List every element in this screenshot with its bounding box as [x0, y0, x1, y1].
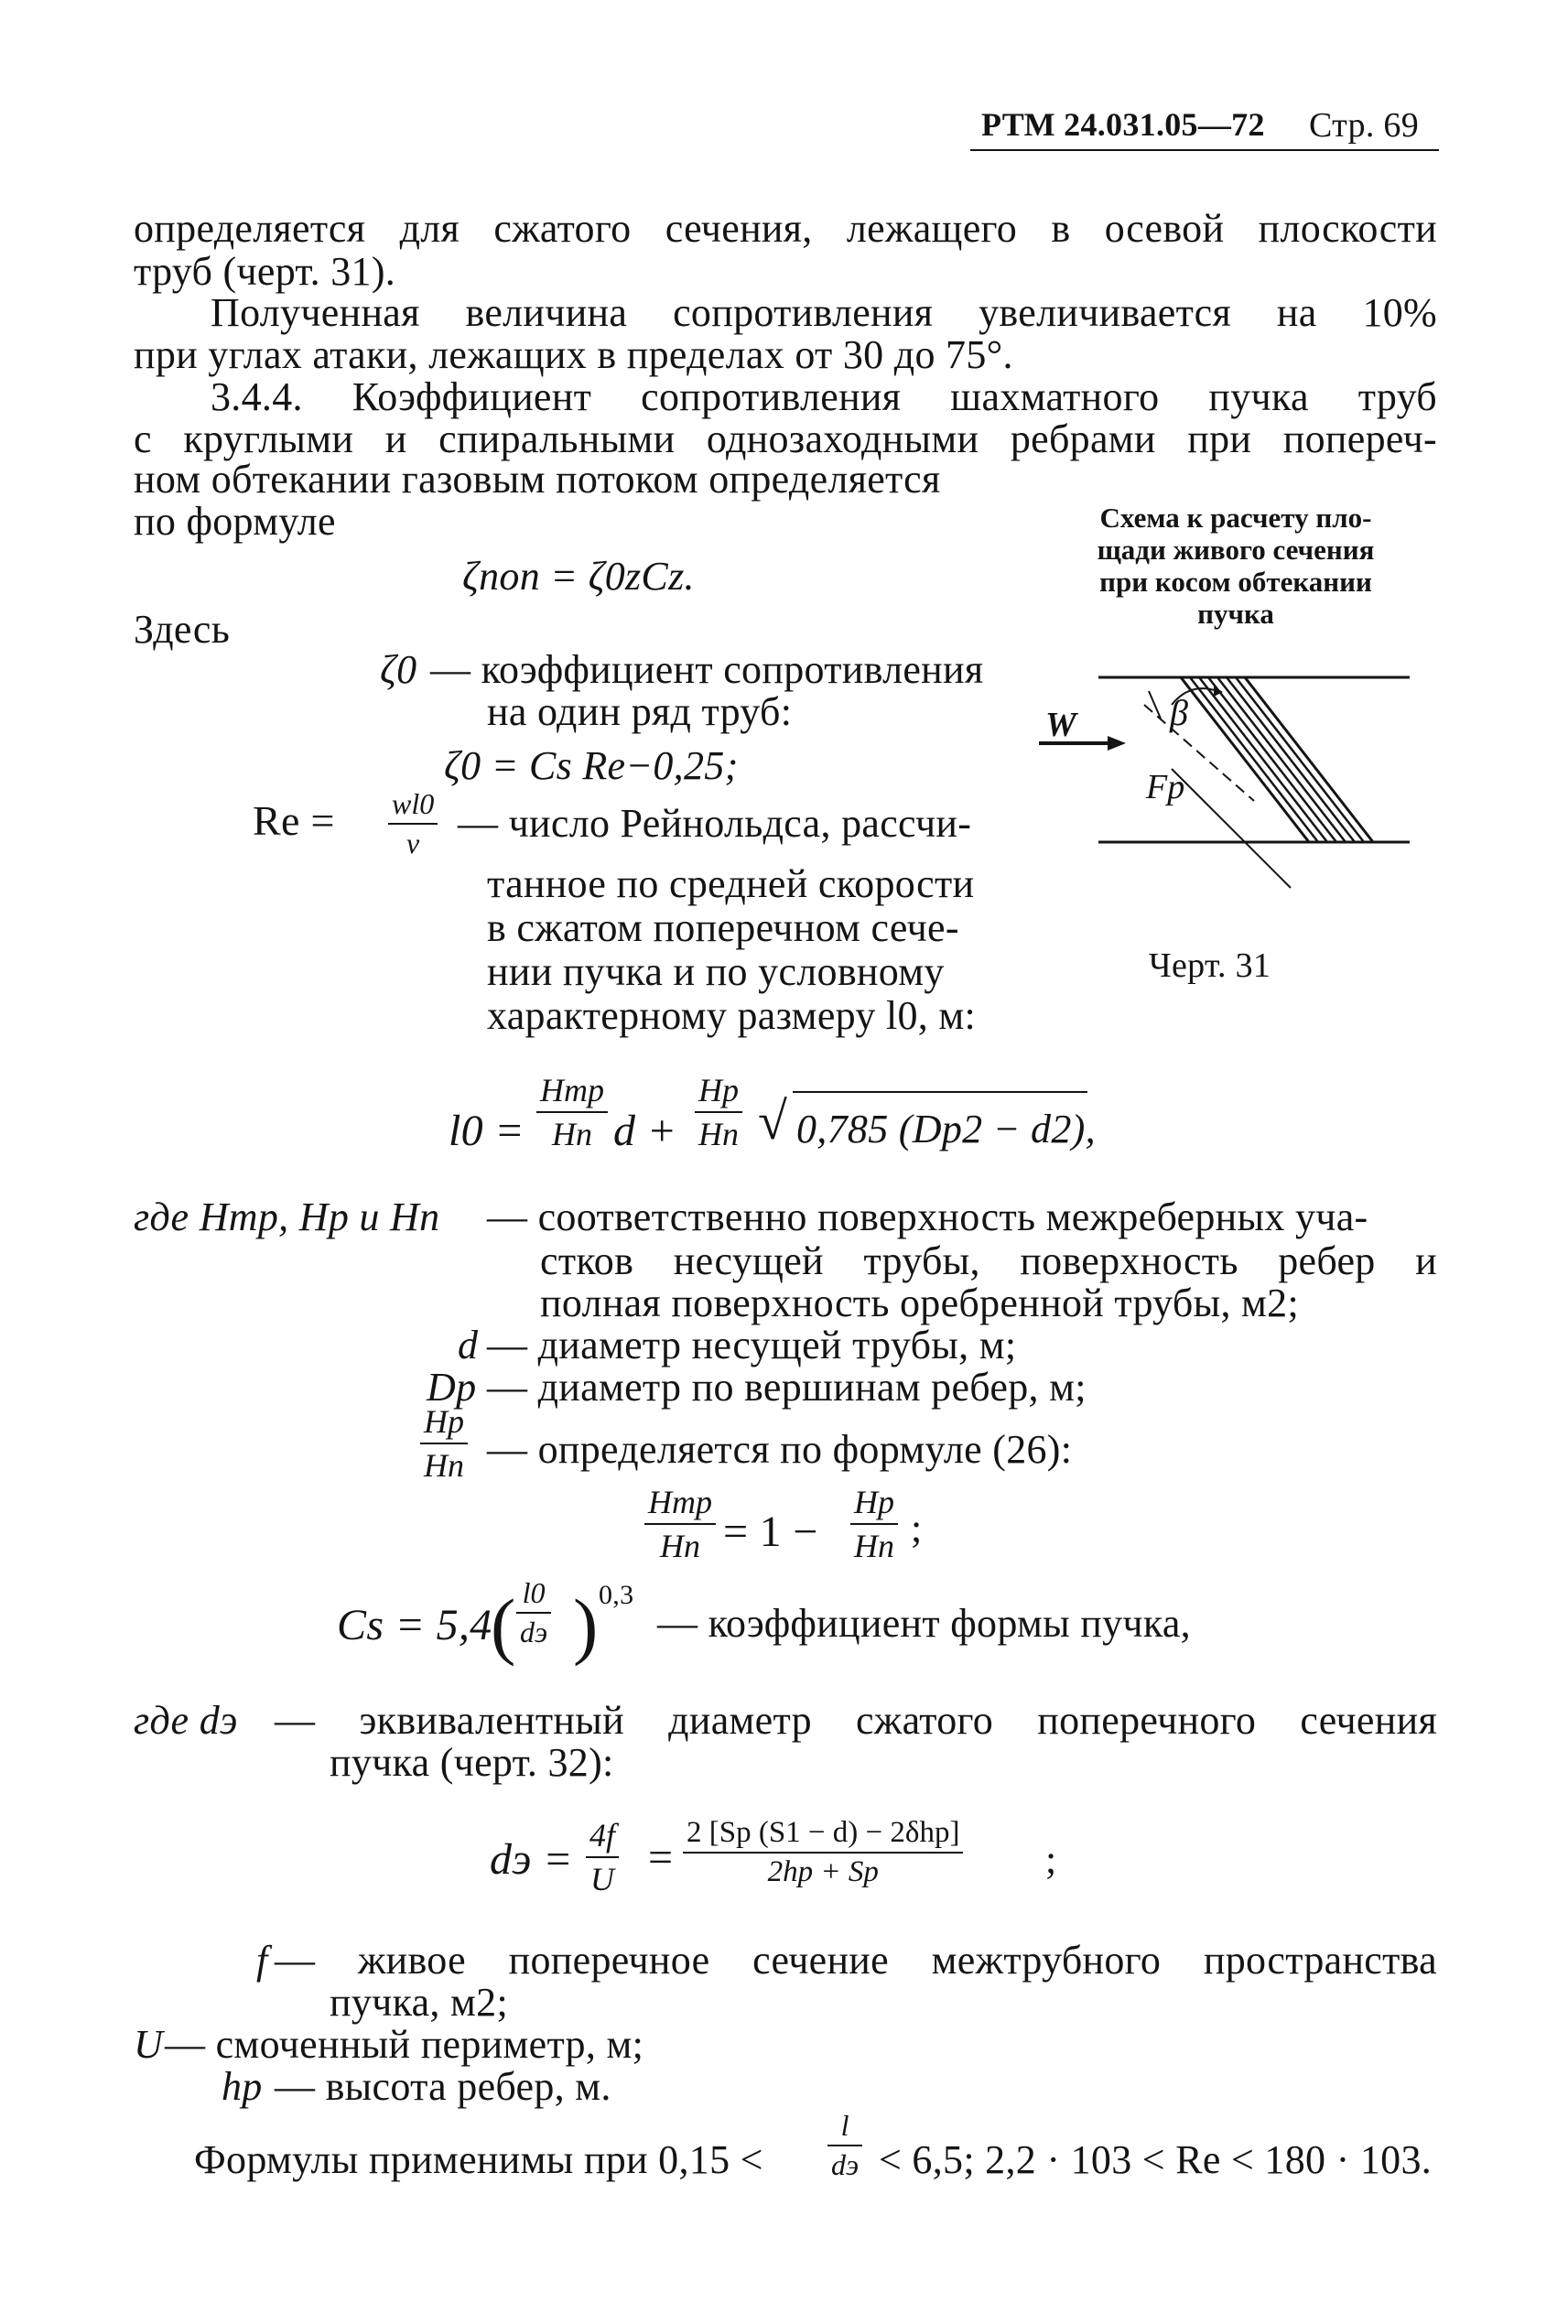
zeta0-desc-line-1: — коэффициент сопротивления: [430, 647, 984, 692]
figure-number: Черт. 31: [1149, 946, 1271, 985]
tube-bundle-diagram: [1034, 641, 1437, 906]
de-formula-eq: =: [648, 1833, 674, 1882]
de-formula-lhs: dэ =: [490, 1835, 573, 1884]
where-de-line-2: пучка (черт. 32):: [330, 1740, 614, 1785]
right-paren: ): [573, 1584, 599, 1667]
where-de-lead: где dэ: [134, 1698, 238, 1743]
hp-hn-definition: — определяется по формуле (26):: [487, 1427, 1073, 1472]
where-h-line-2: стков несущей трубы, поверхность ребер и: [540, 1238, 1437, 1283]
l0-fraction-2: Hр Hп: [695, 1071, 742, 1153]
applicability-post: < 6,5; 2,2 · 103 < Re < 180 · 103.: [879, 2137, 1433, 2182]
d-symbol: d: [458, 1323, 479, 1367]
cs-fraction: l0 dэ: [516, 1576, 551, 1649]
left-paren: (: [491, 1584, 516, 1667]
section-3-4-4-line-2: с круглыми и спиральными однозаходными ребрами при попереч-: [134, 416, 1437, 461]
re-desc-line-5: характерному размеру l0, м:: [487, 993, 977, 1038]
de-fraction-2: 2 [Sр (S1 − d) − 2δhр] 2hр + Sр: [683, 1816, 963, 1889]
re-desc-line-2: танное по средней скорости: [487, 861, 975, 906]
where-h-line-3: полная поверхность оребренной трубы, м2;: [540, 1281, 1300, 1325]
l0-formula-lhs: l0 =: [449, 1107, 524, 1155]
l0-fraction-1: Hтр Hп: [536, 1071, 608, 1153]
u-definition: — смоченный периметр, м;: [165, 2022, 644, 2067]
l0-formula-root: 0,785 (Dр2 − d2),: [796, 1107, 1096, 1151]
re-desc-line-1: — число Рейнольдса, рассчи-: [458, 801, 972, 846]
de-formula-end: ;: [1045, 1837, 1057, 1882]
zeta0-symbol: ζ0: [380, 647, 417, 692]
paragraph-1-line-2: труб (черт. 31).: [134, 249, 396, 294]
area-label: Fp: [1146, 768, 1185, 806]
f-definition-line-1: — живое поперечное сечение межтрубного пространства: [275, 1938, 1437, 1983]
f-symbol: f: [256, 1938, 268, 1983]
f26-fraction-1: Hтр Hп: [644, 1483, 716, 1565]
hp-hn-fraction: Hр Hп: [420, 1402, 468, 1485]
cs-definition: — коэффициент формы пучка,: [657, 1601, 1191, 1646]
de-fraction-1: $\frac{4f}{U}$: [586, 1816, 619, 1898]
where-de-line-1: — эквивалентный диаметр сжатого поперечного сечения: [275, 1698, 1437, 1743]
velocity-label: W: [1045, 706, 1076, 744]
paragraph-1-line-1: определяется для сжатого сечения, лежащего в осевой плоскости: [134, 206, 1437, 251]
paragraph-2-line-1: Полученная величина сопротивления увеличивается на 10%: [211, 290, 1437, 335]
f26-end: ;: [911, 1506, 923, 1551]
hp-definition: — высота ребер, м.: [275, 2064, 611, 2109]
u-symbol: U: [134, 2022, 164, 2067]
re-fraction: $\frac{wl0}{\nu}$: [388, 787, 438, 860]
here-label: Здесь: [134, 607, 231, 652]
section-3-4-4-line-1: 3.4.4. Коэффициент сопротивления шахматного пучка труб: [211, 374, 1437, 419]
page-number: Стр. 69: [1309, 106, 1420, 145]
re-desc-line-4: нии пучка и по условному: [487, 949, 945, 994]
f-definition-line-2: пучка, м2;: [330, 1980, 508, 2025]
sqrt-icon: √: [758, 1091, 788, 1151]
where-h-lead: где Hтр, Hр и Hп: [134, 1194, 440, 1239]
where-h-line-1: — соответственно поверхность межреберных уча-: [487, 1194, 1368, 1239]
hp-symbol: hр: [222, 2064, 263, 2109]
section-3-4-4-line-3: ном обтекании газовым потоком определяется: [134, 457, 941, 502]
cs-exponent: 0,3: [599, 1580, 634, 1610]
l0-formula-mid: d +: [613, 1107, 677, 1155]
f26-fraction-2: Hр Hп: [850, 1483, 898, 1565]
document-code: РТМ 24.031.05—72: [981, 106, 1265, 143]
figure-caption: Схема к расчету пло- щади живого сечения при косом обтекании пучка: [1097, 502, 1375, 630]
re-desc-line-3: в сжатом поперечном сече-: [487, 905, 959, 950]
sqrt-bar: [793, 1091, 1087, 1093]
applicability-fraction: l dэ: [827, 2109, 862, 2182]
header-rule: [970, 149, 1439, 151]
formula-zeta0: ζ0 = Cs Re−0,25;: [444, 743, 739, 788]
section-3-4-4-line-4: по формуле: [134, 499, 336, 544]
angle-label: β: [1170, 692, 1188, 733]
dp-definition: — диаметр по вершинам ребер, м;: [487, 1365, 1087, 1410]
d-definition: — диаметр несущей трубы, м;: [487, 1323, 1017, 1367]
formula-zeta-pop: ζпоп = ζ0zCz.: [462, 554, 695, 599]
applicability-pre: Формулы применимы при 0,15 <: [194, 2137, 763, 2182]
zeta0-desc-line-2: на один ряд труб:: [487, 689, 793, 734]
dp-symbol: Dр: [427, 1365, 477, 1410]
re-lhs: Re =: [253, 797, 335, 844]
paragraph-2-line-2: при углах атаки, лежащих в пределах от 30 до 75°.: [134, 332, 1013, 377]
cs-lhs: Cs = 5,4: [337, 1601, 492, 1649]
f26-mid: = 1 −: [723, 1508, 818, 1556]
